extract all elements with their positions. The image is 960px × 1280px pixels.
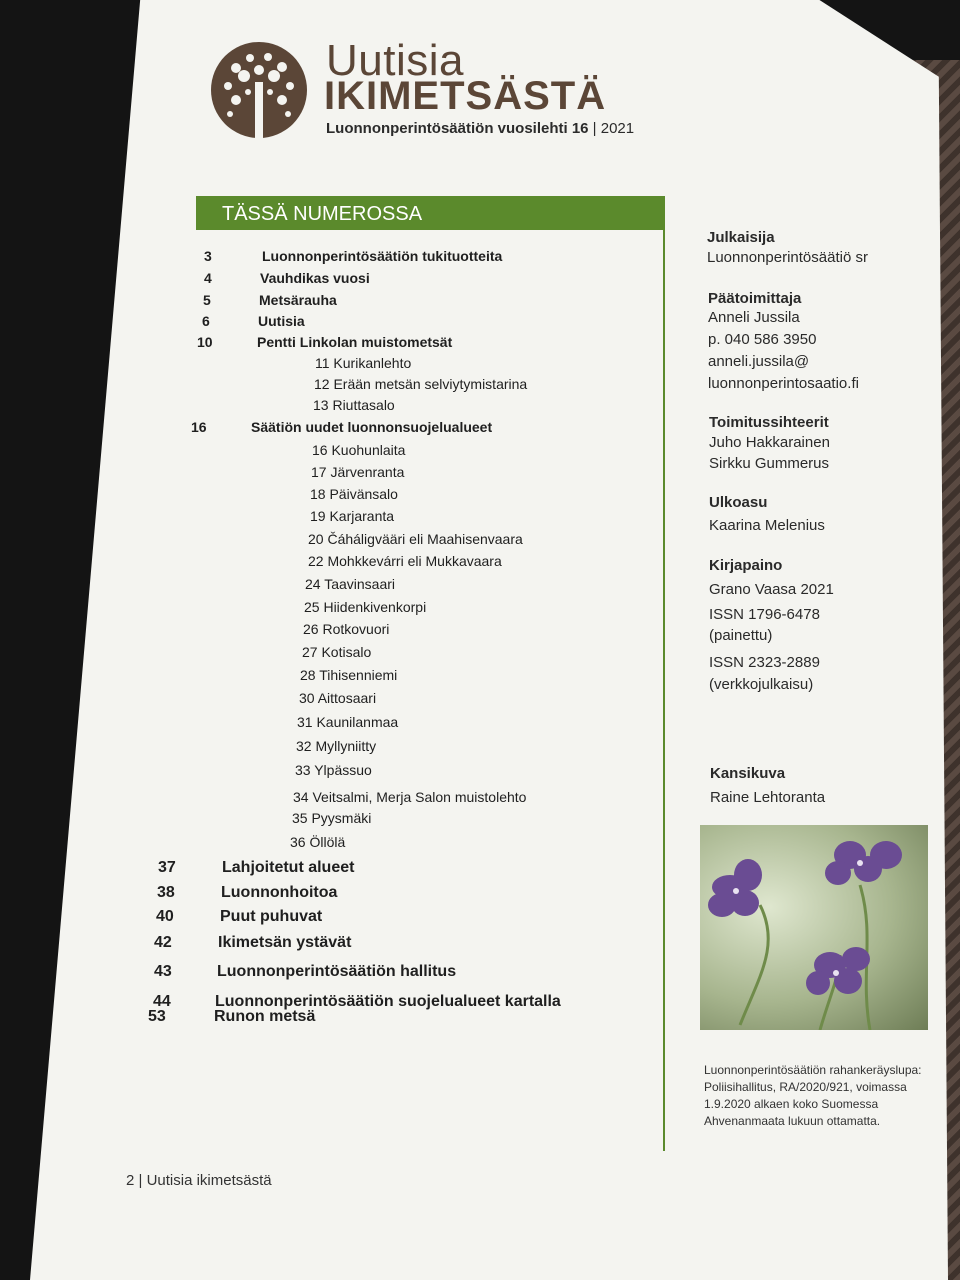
toc-page-number: 16 — [191, 419, 207, 435]
issn-web-note: (verkkojulkaisu) — [709, 676, 814, 693]
toc-page-number: 5 — [203, 292, 211, 308]
toc-entry: Luonnonperintösäätiön suojelualueet kartalla — [215, 993, 561, 1010]
page-footer: 2 | Uutisia ikimetsästä — [126, 1172, 272, 1189]
toc-subentry: 31 Kaunilanmaa — [297, 714, 399, 730]
toc-subentry: 16 Kuohunlaita — [312, 442, 406, 458]
toc-entry: Luonnonperintösäätiön tukituotteita — [262, 248, 503, 264]
toc-subentry: 13 Riuttasalo — [313, 397, 395, 413]
secretaries-label: Toimitussihteerit — [709, 414, 829, 431]
toc-subentry: 34 Veitsalmi, Merja Salon muistolehto — [293, 789, 527, 805]
toc-subentry: 30 Aittosaari — [299, 690, 377, 706]
toc-entry: Luonnonhoitoa — [221, 884, 338, 901]
toc-subentry: 25 Hiidenkivenkorpi — [304, 599, 427, 615]
print-name: Grano Vaasa 2021 — [709, 581, 834, 598]
toc-subentry: 11 Kurikanlehto — [315, 355, 412, 371]
toc-subentry: 26 Rotkovuori — [303, 621, 390, 637]
secretary-1: Juho Hakkarainen — [709, 434, 830, 451]
issn-print-note: (painettu) — [709, 627, 773, 644]
magazine-subtitle: Luonnonperintösäätiön vuosilehti 16 | 2021 — [326, 120, 635, 137]
publisher-value: Luonnonperintösäätiö sr — [707, 249, 868, 266]
toc-page-number: 44 — [153, 993, 171, 1010]
cover-label: Kansikuva — [710, 765, 786, 782]
toc-entry: Säätiön uudet luonnonsuojelualueet — [251, 419, 493, 435]
issn-web: ISSN 2323-2889 — [709, 654, 820, 671]
toc-entry: Uutisia — [258, 313, 305, 329]
toc-subentry: 36 Öllölä — [290, 834, 346, 850]
toc-subentry: 20 Čáháligvääri eli Maahisenvaara — [308, 531, 523, 547]
toc-entry: Metsärauha — [259, 292, 337, 308]
toc-page-number: 3 — [204, 248, 212, 264]
toc-page-number: 4 — [204, 270, 212, 286]
flower-photo-icon — [700, 825, 928, 1030]
toc-subentry: 33 Ylpässuo — [295, 762, 372, 778]
toc-page-number: 10 — [197, 334, 213, 350]
toc-page-number: 37 — [158, 859, 176, 876]
toc-page-number: 6 — [202, 313, 210, 329]
toc-heading: TÄSSÄ NUMEROSSA — [196, 196, 664, 230]
toc-divider — [663, 196, 665, 1151]
toc-page-number: 53 — [148, 1008, 166, 1025]
toc-entry: Lahjoitetut alueet — [222, 859, 355, 876]
editor-email: anneli.jussila@ — [708, 353, 810, 370]
editor-phone: p. 040 586 3950 — [708, 331, 817, 348]
layout-name: Kaarina Melenius — [709, 517, 825, 534]
editor-email-domain: luonnonperintosaatio.fi — [708, 375, 859, 392]
toc-entry: Runon metsä — [214, 1008, 316, 1025]
toc-subentry: 22 Mohkkevárri eli Mukkavaara — [308, 553, 502, 569]
publisher-label: Julkaisija — [707, 229, 775, 246]
editor-label: Päätoimittaja — [708, 290, 802, 307]
toc-subentry: 32 Myllyniitty — [296, 738, 377, 754]
editor-name: Anneli Jussila — [708, 309, 800, 326]
issn-print: ISSN 1796-6478 — [709, 606, 820, 623]
layout-label: Ulkoasu — [709, 494, 768, 511]
toc-entry: Vauhdikas vuosi — [260, 270, 370, 286]
toc-page-number: 38 — [157, 884, 175, 901]
toc-subentry: 27 Kotisalo — [302, 644, 372, 660]
toc-entry: Ikimetsän ystävät — [218, 934, 352, 951]
magazine-title-main: IKIMETSÄSTÄ — [324, 74, 607, 118]
toc-subentry: 28 Tihisenniemi — [300, 667, 398, 683]
toc-page-number: 42 — [154, 934, 172, 951]
toc-page-number: 40 — [156, 908, 174, 925]
cover-photo-thumbnail — [700, 825, 928, 1030]
tree-logo-icon — [206, 40, 312, 140]
toc-page-number: 43 — [154, 963, 172, 980]
toc-subentry: 35 Pyysmäki — [292, 810, 372, 826]
secretary-2: Sirkku Gummerus — [709, 455, 830, 472]
magazine-title-top: Uutisia — [326, 36, 464, 85]
toc-subentry: 17 Järvenranta — [311, 464, 405, 480]
print-label: Kirjapaino — [709, 557, 783, 574]
toc-subentry: 18 Päivänsalo — [310, 486, 398, 502]
toc-subentry: 19 Karjaranta — [310, 508, 395, 524]
toc-subentry: 12 Erään metsän selviytymistarina — [314, 376, 528, 392]
toc-entry: Puut puhuvat — [220, 908, 323, 925]
toc-subentry: 24 Taavinsaari — [305, 576, 396, 592]
cover-photographer: Raine Lehtoranta — [710, 789, 826, 806]
toc-entry: Pentti Linkolan muistometsät — [257, 334, 453, 350]
toc-entry: Luonnonperintösäätiön hallitus — [217, 963, 457, 980]
fundraising-permit-text: Luonnonperintösäätiön rahankeräyslupa: Poliisihallitus, RA/2020/921, voimassa 1.9.2020 alkaen koko Suomessa Ahvenanmaata lukuun ottamatta. — [704, 1063, 922, 1128]
